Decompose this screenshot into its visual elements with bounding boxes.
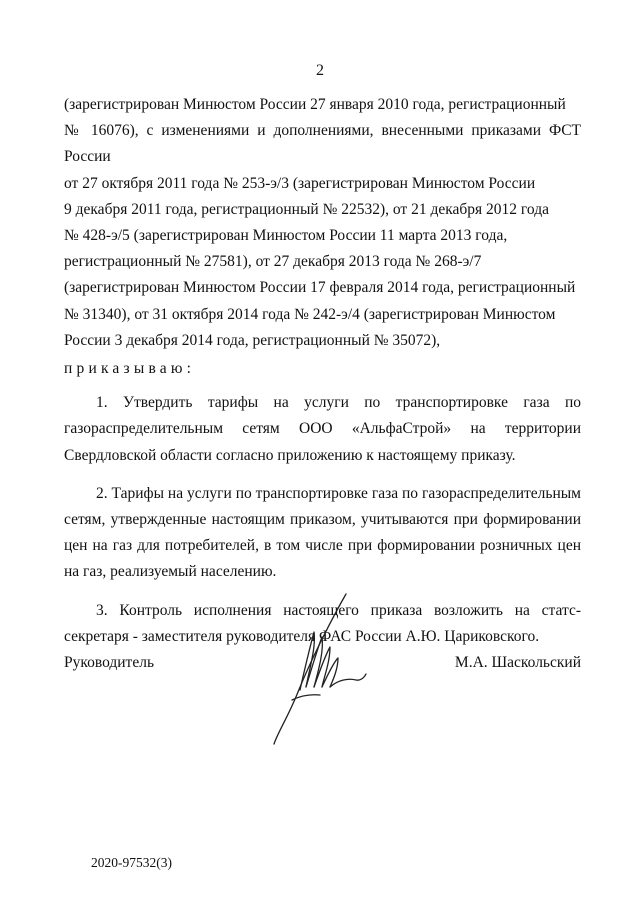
intro-line: № 428-э/5 (зарегистрирован Минюстом России 11 марта 2013 года, <box>64 227 508 245</box>
signature-block <box>64 654 581 684</box>
order-item-2: 2. Тарифы на услуги по транспортировке газа по газораспределительным сетям, утвержденные настоящим приказом, учитываются при формировании цен на газ для потребителей, в том числе при формировании розничных цен на газ, реализуемый населению. <box>64 484 581 581</box>
page-number: 2 <box>316 62 324 79</box>
signer-title: Руководитель <box>64 654 155 671</box>
intro-line: 9 декабря 2011 года, регистрационный № 22532), от 21 декабря 2012 года <box>64 200 549 218</box>
intro-line: № 16076), с изменениями и дополнениями, внесенными приказами ФСТ России <box>64 122 581 166</box>
order-word: приказываю: <box>64 360 196 378</box>
intro-line: России 3 декабря 2014 года, регистрационный № 35072), <box>64 331 441 349</box>
document-code: 2020-97532(3) <box>91 855 172 870</box>
document-body <box>64 92 581 650</box>
intro-line: от 27 октября 2011 года № 253-э/3 (зарегистрирован Минюстом России <box>64 174 536 192</box>
intro-line: (зарегистрирован Минюстом России 27 января 2010 года, регистрационный <box>64 96 566 113</box>
signer-name: М.А. Шаскольский <box>454 654 581 671</box>
order-item-1: 1. Утвердить тарифы на услуги по транспортировке газа по газораспределительным сетям ООО «АльфаСтрой» на территории Свердловской области согласно приложению к настоящему приказу. <box>64 394 581 464</box>
intro-line: регистрационный № 27581), от 27 декабря 2013 года № 268-э/7 <box>64 253 482 271</box>
intro-line: (зарегистрирован Минюстом России 17 февраля 2014 года, регистрационный <box>64 279 576 297</box>
intro-line: № 31340), от 31 октября 2014 года № 242-э/4 (зарегистрирован Минюстом <box>64 305 556 323</box>
order-item-3: 3. Контроль исполнения настоящего приказа возложить на статс-секретаря - заместителя руководителя ФАС России А.Ю. Цариковского. <box>64 601 581 645</box>
